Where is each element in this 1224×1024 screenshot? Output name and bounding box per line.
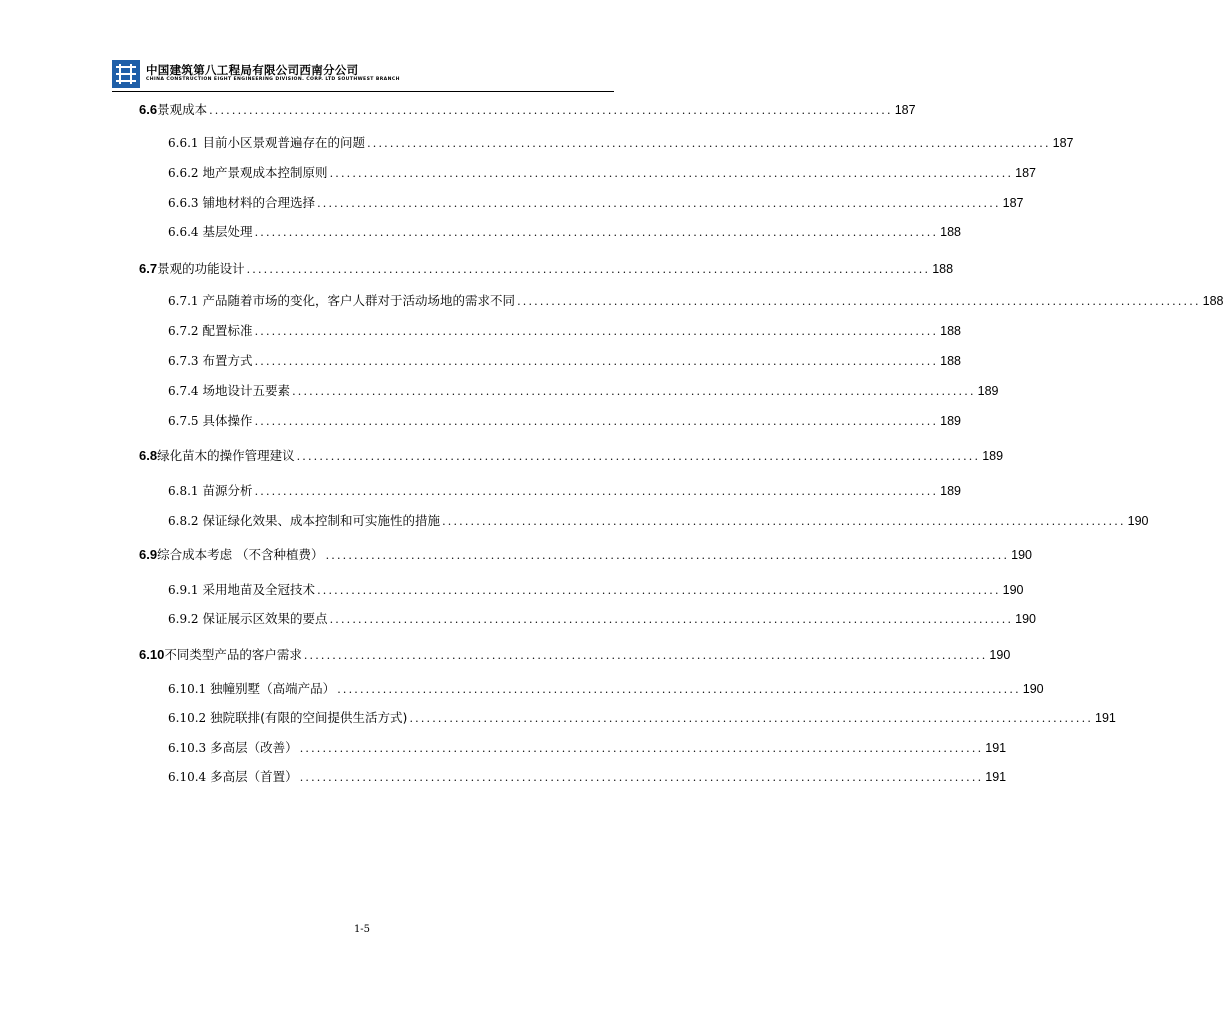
- toc-entry[interactable]: [139, 100, 916, 120]
- toc-entry[interactable]: [168, 609, 1037, 629]
- toc-leader-dots: ........................................................................................................................: [254, 355, 939, 368]
- toc-entry-title: 铺地材料的合理选择: [202, 195, 316, 210]
- toc-entry[interactable]: [168, 193, 1024, 213]
- toc-entry-page: 189: [982, 449, 1004, 463]
- toc-entry-title: 景观的功能设计: [157, 261, 245, 276]
- toc-entry-number: 6.7: [139, 261, 158, 276]
- toc-leader-dots: ........................................................................................................................: [325, 549, 1010, 562]
- toc-leader-dots: ........................................................................................................................: [517, 295, 1201, 308]
- toc-entry-title: 场地设计五要素: [202, 383, 291, 398]
- toc-entry-page: 190: [1022, 682, 1044, 696]
- toc-entry-page: 191: [985, 770, 1007, 784]
- toc-entry-title: 目前小区景观普遍存在的问题: [202, 135, 366, 150]
- toc-entry[interactable]: [168, 679, 1044, 699]
- toc-leader-dots: ........................................................................................................................: [409, 712, 1094, 725]
- toc-leader-dots: ........................................................................................................................: [303, 649, 988, 662]
- toc-entry-title: 苗源分析: [202, 483, 253, 498]
- toc-entry-number: 6.7.1: [168, 294, 199, 308]
- page-header: [112, 60, 612, 90]
- toc-leader-dots: ........................................................................................................................: [292, 385, 976, 398]
- toc-entry-title: 独幢别墅（高端产品）: [210, 681, 336, 696]
- toc-leader-dots: ........................................................................................................................: [367, 137, 1051, 150]
- toc-entry-number: 6.10: [139, 647, 165, 662]
- toc-entry-title: 具体操作: [202, 413, 253, 428]
- toc-entry[interactable]: [168, 411, 962, 431]
- toc-entry[interactable]: [168, 580, 1024, 600]
- toc-entry-page: 187: [894, 103, 916, 117]
- toc-entry-title: 保证绿化效果、成本控制和可实施性的措施: [202, 513, 441, 528]
- toc-entry-number: 6.7.3: [168, 354, 199, 368]
- toc-entry-page: 187: [1052, 136, 1074, 150]
- toc-entry-number: 6.8: [139, 448, 158, 463]
- toc-entry[interactable]: [168, 291, 1224, 311]
- toc-entry-page: 189: [940, 484, 962, 498]
- toc-entry-number: 6.10.4: [168, 770, 207, 784]
- toc-entry-title: 综合成本考虑 （不含种植费）: [157, 547, 324, 562]
- company-name-en: CHINA CONSTRUCTION EIGHT ENGINEERING DIVISION. CORP. LTD SOUTHWEST BRANCH: [146, 77, 400, 82]
- toc-leader-dots: ........................................................................................................................: [254, 226, 939, 239]
- toc-leader-dots: ........................................................................................................................: [246, 263, 931, 276]
- toc-entry-title: 配置标准: [202, 323, 253, 338]
- toc-entry-title: 不同类型产品的客户需求: [164, 647, 302, 662]
- toc-entry[interactable]: [168, 708, 1116, 728]
- toc-leader-dots: ........................................................................................................................: [317, 197, 1001, 210]
- toc-entry[interactable]: [168, 321, 962, 341]
- toc-entry-page: 188: [1202, 294, 1224, 308]
- toc-leader-dots: ........................................................................................................................: [337, 683, 1021, 696]
- toc-entry-page: 191: [985, 741, 1007, 755]
- toc-entry-title: 多高层（首置）: [210, 769, 298, 784]
- toc-entry[interactable]: [168, 163, 1037, 183]
- toc-leader-dots: ........................................................................................................................: [254, 485, 939, 498]
- toc-entry[interactable]: [168, 381, 999, 401]
- toc-entry[interactable]: [168, 511, 1149, 531]
- toc-entry-number: 6.6.1: [168, 136, 199, 150]
- toc-entry-page: 188: [940, 324, 962, 338]
- toc-entry-title: 采用地苗及全冠技术: [202, 582, 316, 597]
- toc-entry-page: 188: [940, 225, 962, 239]
- toc-entry-number: 6.9: [139, 547, 158, 562]
- toc-entry-number: 6.10.2: [168, 711, 207, 725]
- toc-entry-number: 6.7.5: [168, 414, 199, 428]
- toc-leader-dots: ........................................................................................................................: [442, 515, 1126, 528]
- toc-entry[interactable]: [139, 545, 1033, 565]
- toc-leader-dots: ........................................................................................................................: [254, 415, 939, 428]
- toc-entry-number: 6.6: [139, 102, 158, 117]
- toc-entry-title: 多高层（改善）: [210, 740, 298, 755]
- toc-entry-page: 190: [989, 648, 1011, 662]
- toc-entry-number: 6.9.1: [168, 583, 199, 597]
- toc-entry-title: 地产景观成本控制原则: [202, 165, 328, 180]
- toc-entry[interactable]: [168, 738, 1007, 758]
- toc-entry[interactable]: [168, 481, 962, 501]
- toc-entry-number: 6.6.4: [168, 225, 199, 239]
- toc-entry[interactable]: [139, 446, 1004, 466]
- toc-entry[interactable]: [168, 133, 1074, 153]
- toc-entry-title: 布置方式: [202, 353, 253, 368]
- toc-entry-number: 6.8.1: [168, 484, 199, 498]
- toc-entry[interactable]: [139, 645, 1011, 665]
- toc-entry-number: 6.6.2: [168, 166, 199, 180]
- header-divider: [112, 91, 614, 92]
- toc-leader-dots: ........................................................................................................................: [254, 325, 939, 338]
- toc-entry-number: 6.7.2: [168, 324, 199, 338]
- toc-entry-number: 6.10.3: [168, 741, 207, 755]
- toc-entry-title: 绿化苗木的操作管理建议: [157, 448, 295, 463]
- company-name-cn: 中国建筑第八工程局有限公司西南分公司: [146, 63, 359, 77]
- page-number: 1-5: [353, 924, 371, 935]
- toc-entry-number: 6.7.4: [168, 384, 199, 398]
- toc-entry-page: 191: [1095, 711, 1116, 725]
- toc-entry[interactable]: [139, 259, 954, 279]
- toc-entry-page: 188: [932, 262, 954, 276]
- toc-entry-page: 188: [940, 354, 962, 368]
- toc-entry-number: 6.6.3: [168, 196, 199, 210]
- company-logo-icon: [112, 60, 140, 88]
- toc-entry-page: 190: [1011, 548, 1033, 562]
- toc-leader-dots: ........................................................................................................................: [299, 742, 984, 755]
- toc-entry-page: 189: [977, 384, 999, 398]
- toc-entry-number: 6.9.2: [168, 612, 199, 626]
- toc-leader-dots: ........................................................................................................................: [329, 167, 1014, 180]
- toc-entry-page: 190: [1127, 514, 1149, 528]
- toc-leader-dots: ........................................................................................................................: [317, 584, 1001, 597]
- toc-entry-number: 6.10.1: [168, 682, 207, 696]
- toc-entry-number: 6.8.2: [168, 514, 199, 528]
- toc-entry-title: 基层处理: [202, 224, 253, 239]
- toc-leader-dots: ........................................................................................................................: [296, 450, 981, 463]
- toc-entry[interactable]: [168, 767, 1007, 787]
- toc-leader-dots: ........................................................................................................................: [329, 613, 1014, 626]
- toc-entry-page: 190: [1015, 612, 1037, 626]
- toc-entry-title: 独院联排(有限的空间提供生活方式): [210, 710, 408, 725]
- toc-entry-page: 187: [1015, 166, 1037, 180]
- toc-entry-title: 产品随着市场的变化，客户人群对于活动场地的需求不同: [202, 293, 516, 308]
- toc-entry-page: 190: [1002, 583, 1024, 597]
- toc-entry-title: 景观成本: [157, 102, 208, 117]
- toc-entry-page: 187: [1002, 196, 1024, 210]
- toc-entry[interactable]: [168, 351, 962, 371]
- toc-entry-title: 保证展示区效果的要点: [202, 611, 328, 626]
- toc-entry-page: 189: [940, 414, 962, 428]
- toc-leader-dots: ........................................................................................................................: [209, 104, 893, 117]
- toc-leader-dots: ........................................................................................................................: [299, 771, 984, 784]
- toc-entry[interactable]: [168, 222, 962, 242]
